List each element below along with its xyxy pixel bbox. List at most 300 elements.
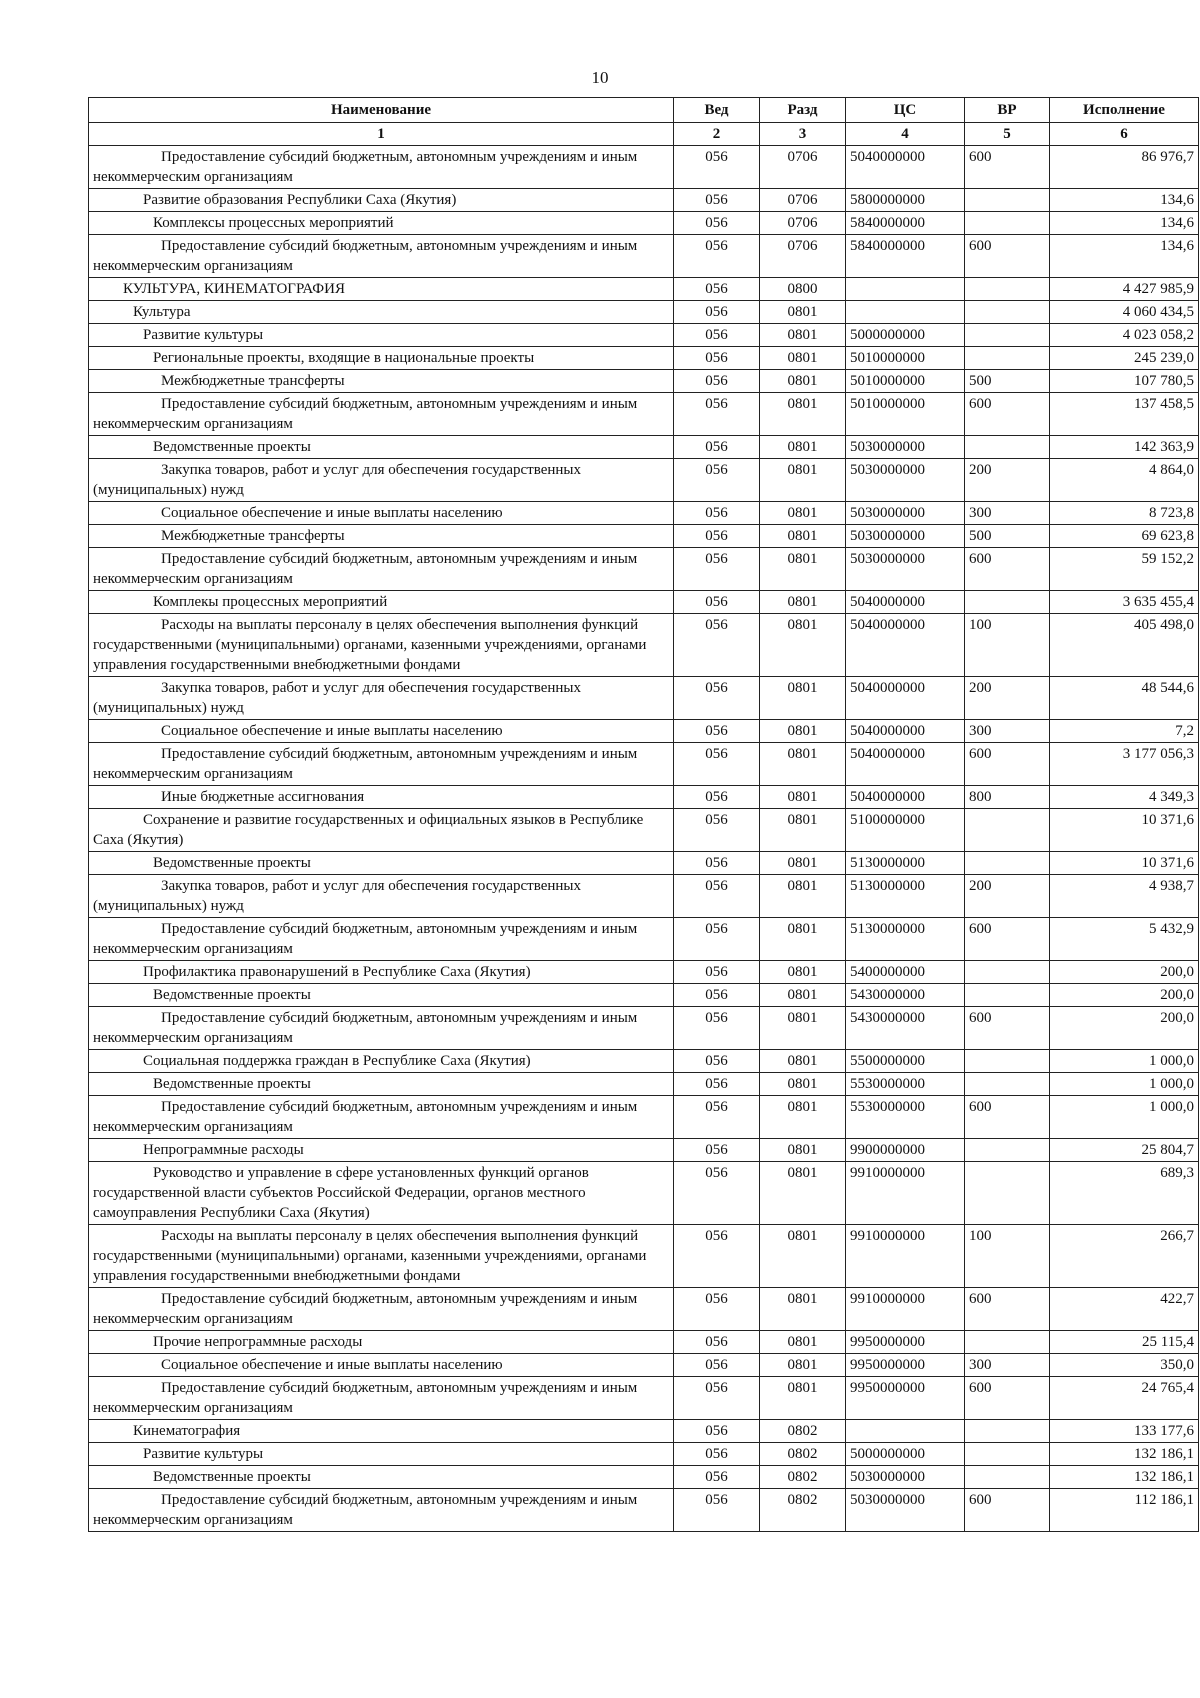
row-execution: 24 765,4 — [1050, 1377, 1199, 1420]
row-ved: 056 — [674, 1050, 760, 1073]
row-cs: 5040000000 — [846, 614, 965, 677]
table-row — [89, 189, 1199, 212]
row-cs: 5030000000 — [846, 436, 965, 459]
row-razd: 0801 — [760, 1073, 846, 1096]
row-name-cell — [89, 786, 674, 809]
row-cs — [846, 1420, 965, 1443]
row-razd: 0802 — [760, 1420, 846, 1443]
row-name-cell — [89, 1420, 674, 1443]
row-vr — [965, 436, 1050, 459]
table-row — [89, 301, 1199, 324]
row-vr — [965, 961, 1050, 984]
header-ved: Вед — [674, 98, 760, 123]
row-cs: 9950000000 — [846, 1354, 965, 1377]
row-execution: 10 371,6 — [1050, 852, 1199, 875]
table-row — [89, 1288, 1199, 1331]
row-vr: 600 — [965, 1007, 1050, 1050]
table-row — [89, 677, 1199, 720]
row-name: Закупка товаров, работ и услуг для обеспечения государственных (муниципальных) нужд — [93, 680, 582, 716]
row-execution: 142 363,9 — [1050, 436, 1199, 459]
row-cs: 5040000000 — [846, 591, 965, 614]
table-header — [89, 98, 1199, 146]
row-vr: 100 — [965, 1225, 1050, 1288]
row-vr: 300 — [965, 502, 1050, 525]
row-cs: 5500000000 — [846, 1050, 965, 1073]
row-vr — [965, 1162, 1050, 1225]
row-name-cell — [89, 677, 674, 720]
row-vr: 600 — [965, 393, 1050, 436]
row-name: Комплексы процессных мероприятий — [153, 215, 394, 231]
row-name: Развитие культуры — [143, 1446, 264, 1462]
column-number: 2 — [674, 123, 760, 146]
table-row — [89, 1007, 1199, 1050]
row-razd: 0801 — [760, 809, 846, 852]
table-row — [89, 146, 1199, 189]
row-name-cell — [89, 1050, 674, 1073]
row-name-cell — [89, 720, 674, 743]
row-cs: 9900000000 — [846, 1139, 965, 1162]
row-cs: 5430000000 — [846, 984, 965, 1007]
row-ved: 056 — [674, 235, 760, 278]
row-razd: 0800 — [760, 278, 846, 301]
row-cs: 5010000000 — [846, 370, 965, 393]
row-name-cell — [89, 436, 674, 459]
row-vr: 500 — [965, 370, 1050, 393]
row-execution: 7,2 — [1050, 720, 1199, 743]
row-cs: 9950000000 — [846, 1377, 965, 1420]
table-row — [89, 1073, 1199, 1096]
row-execution: 4 938,7 — [1050, 875, 1199, 918]
row-razd: 0801 — [760, 1354, 846, 1377]
column-number: 3 — [760, 123, 846, 146]
column-number: 1 — [89, 123, 674, 146]
row-vr — [965, 1050, 1050, 1073]
row-razd: 0801 — [760, 1377, 846, 1420]
row-razd: 0801 — [760, 301, 846, 324]
row-ved: 056 — [674, 614, 760, 677]
row-name-cell — [89, 852, 674, 875]
row-razd: 0801 — [760, 961, 846, 984]
row-execution: 3 635 455,4 — [1050, 591, 1199, 614]
column-number-row — [89, 123, 1199, 146]
table-row — [89, 720, 1199, 743]
row-name: Комплекы процессных мероприятий — [153, 594, 388, 610]
row-razd: 0801 — [760, 786, 846, 809]
row-ved: 056 — [674, 1096, 760, 1139]
row-name-cell — [89, 1377, 674, 1420]
row-ved: 056 — [674, 1354, 760, 1377]
row-name: Социальное обеспечение и иные выплаты населению — [161, 723, 503, 739]
row-razd: 0801 — [760, 1331, 846, 1354]
row-razd: 0802 — [760, 1489, 846, 1532]
row-ved: 056 — [674, 984, 760, 1007]
row-vr — [965, 809, 1050, 852]
header-vr: ВР — [965, 98, 1050, 123]
row-execution: 25 115,4 — [1050, 1331, 1199, 1354]
row-name: Предоставление субсидий бюджетным, автономным учреждениям и иным некоммерческим организациям — [93, 921, 638, 957]
row-name-cell — [89, 918, 674, 961]
row-cs: 5000000000 — [846, 324, 965, 347]
row-razd: 0801 — [760, 502, 846, 525]
table-row — [89, 1162, 1199, 1225]
table-row — [89, 786, 1199, 809]
column-number: 4 — [846, 123, 965, 146]
table-row — [89, 324, 1199, 347]
row-vr — [965, 212, 1050, 235]
row-execution: 4 023 058,2 — [1050, 324, 1199, 347]
row-execution: 112 186,1 — [1050, 1489, 1199, 1532]
row-name-cell — [89, 146, 674, 189]
row-cs: 5040000000 — [846, 786, 965, 809]
row-name: Предоставление субсидий бюджетным, автономным учреждениям и иным некоммерческим организациям — [93, 1492, 638, 1528]
row-ved: 056 — [674, 525, 760, 548]
row-execution: 3 177 056,3 — [1050, 743, 1199, 786]
row-name-cell — [89, 743, 674, 786]
row-razd: 0706 — [760, 212, 846, 235]
table-row — [89, 1225, 1199, 1288]
row-ved: 056 — [674, 347, 760, 370]
row-vr — [965, 1139, 1050, 1162]
row-name-cell — [89, 1466, 674, 1489]
row-vr: 600 — [965, 743, 1050, 786]
row-cs: 5800000000 — [846, 189, 965, 212]
row-name: Расходы на выплаты персоналу в целях обеспечения выполнения функций государственными (муниципальными) органами, казенными учреждениями, органами управления государственными внебюджетными фондами — [93, 1228, 647, 1284]
table-row — [89, 743, 1199, 786]
row-razd: 0801 — [760, 677, 846, 720]
row-cs: 5130000000 — [846, 918, 965, 961]
row-ved: 056 — [674, 720, 760, 743]
row-name: КУЛЬТУРА, КИНЕМАТОГРАФИЯ — [123, 281, 345, 297]
row-vr — [965, 1331, 1050, 1354]
row-ved: 056 — [674, 1162, 760, 1225]
row-name-cell — [89, 525, 674, 548]
row-razd: 0801 — [760, 918, 846, 961]
row-name: Социальное обеспечение и иные выплаты населению — [161, 505, 503, 521]
row-name: Региональные проекты, входящие в национальные проекты — [153, 350, 535, 366]
row-name-cell — [89, 459, 674, 502]
table-row — [89, 278, 1199, 301]
row-name: Кинематография — [133, 1423, 241, 1439]
row-execution: 134,6 — [1050, 235, 1199, 278]
table-body — [89, 146, 1199, 1532]
row-name-cell — [89, 324, 674, 347]
page-number: 10 — [591, 68, 609, 87]
row-cs: 5000000000 — [846, 1443, 965, 1466]
row-ved: 056 — [674, 1443, 760, 1466]
row-vr — [965, 301, 1050, 324]
table-row — [89, 984, 1199, 1007]
row-name-cell — [89, 809, 674, 852]
row-ved: 056 — [674, 436, 760, 459]
row-ved: 056 — [674, 301, 760, 324]
row-ved: 056 — [674, 677, 760, 720]
header-name: Наименование — [89, 98, 674, 123]
table-row — [89, 1466, 1199, 1489]
row-name: Ведомственные проекты — [153, 439, 311, 455]
row-razd: 0801 — [760, 1225, 846, 1288]
row-vr — [965, 984, 1050, 1007]
table-row — [89, 1443, 1199, 1466]
row-name: Расходы на выплаты персоналу в целях обеспечения выполнения функций государственными (муниципальными) органами, казенными учреждениями, органами управления государственными внебюджетными фондами — [93, 617, 647, 673]
row-execution: 86 976,7 — [1050, 146, 1199, 189]
row-execution: 1 000,0 — [1050, 1073, 1199, 1096]
row-razd: 0706 — [760, 189, 846, 212]
row-execution: 133 177,6 — [1050, 1420, 1199, 1443]
table-row — [89, 548, 1199, 591]
row-razd: 0801 — [760, 984, 846, 1007]
row-name-cell — [89, 961, 674, 984]
row-execution: 4 349,3 — [1050, 786, 1199, 809]
row-execution: 69 623,8 — [1050, 525, 1199, 548]
row-execution: 350,0 — [1050, 1354, 1199, 1377]
row-ved: 056 — [674, 918, 760, 961]
row-razd: 0801 — [760, 1007, 846, 1050]
row-vr — [965, 1420, 1050, 1443]
row-execution: 4 060 434,5 — [1050, 301, 1199, 324]
row-vr: 200 — [965, 459, 1050, 502]
row-cs: 5100000000 — [846, 809, 965, 852]
row-name-cell — [89, 1489, 674, 1532]
row-ved: 056 — [674, 1466, 760, 1489]
row-name: Предоставление субсидий бюджетным, автономным учреждениям и иным некоммерческим организациям — [93, 1010, 638, 1046]
row-name-cell — [89, 1162, 674, 1225]
row-execution: 132 186,1 — [1050, 1466, 1199, 1489]
table-row — [89, 1354, 1199, 1377]
column-number: 5 — [965, 123, 1050, 146]
table-row — [89, 614, 1199, 677]
row-cs: 5840000000 — [846, 235, 965, 278]
row-razd: 0801 — [760, 1139, 846, 1162]
row-ved: 056 — [674, 786, 760, 809]
row-execution: 422,7 — [1050, 1288, 1199, 1331]
row-execution: 245 239,0 — [1050, 347, 1199, 370]
row-name-cell — [89, 1443, 674, 1466]
row-name: Культура — [133, 304, 191, 320]
row-name-cell — [89, 1073, 674, 1096]
row-vr — [965, 324, 1050, 347]
row-vr: 600 — [965, 1377, 1050, 1420]
row-name-cell — [89, 235, 674, 278]
row-ved: 056 — [674, 212, 760, 235]
row-vr: 200 — [965, 677, 1050, 720]
row-ved: 056 — [674, 591, 760, 614]
table-row — [89, 961, 1199, 984]
table-row — [89, 212, 1199, 235]
row-cs: 9910000000 — [846, 1162, 965, 1225]
row-razd: 0706 — [760, 235, 846, 278]
row-vr: 600 — [965, 918, 1050, 961]
row-execution: 132 186,1 — [1050, 1443, 1199, 1466]
row-cs: 5010000000 — [846, 393, 965, 436]
row-ved: 056 — [674, 459, 760, 502]
row-cs — [846, 301, 965, 324]
row-name: Развитие культуры — [143, 327, 264, 343]
row-cs: 5010000000 — [846, 347, 965, 370]
table-row — [89, 235, 1199, 278]
table-row — [89, 875, 1199, 918]
row-ved: 056 — [674, 1288, 760, 1331]
table-row — [89, 1050, 1199, 1073]
row-name: Ведомственные проекты — [153, 987, 311, 1003]
row-name: Предоставление субсидий бюджетным, автономным учреждениям и иным некоммерческим организациям — [93, 1099, 638, 1135]
row-vr — [965, 278, 1050, 301]
row-execution: 4 864,0 — [1050, 459, 1199, 502]
row-cs: 5030000000 — [846, 525, 965, 548]
row-name-cell — [89, 1225, 674, 1288]
row-name-cell — [89, 1007, 674, 1050]
row-cs: 9950000000 — [846, 1331, 965, 1354]
table-row — [89, 347, 1199, 370]
row-name-cell — [89, 1139, 674, 1162]
row-vr — [965, 1466, 1050, 1489]
table-row — [89, 852, 1199, 875]
row-execution: 5 432,9 — [1050, 918, 1199, 961]
row-cs: 5430000000 — [846, 1007, 965, 1050]
row-name: Прочие непрограммные расходы — [153, 1334, 363, 1350]
row-cs: 5130000000 — [846, 852, 965, 875]
row-name: Непрограммные расходы — [143, 1142, 304, 1158]
row-name: Профилактика правонарушений в Республике Саха (Якутия) — [143, 964, 531, 980]
row-name-cell — [89, 1096, 674, 1139]
row-ved: 056 — [674, 370, 760, 393]
row-execution: 8 723,8 — [1050, 502, 1199, 525]
row-razd: 0801 — [760, 852, 846, 875]
row-name-cell — [89, 1331, 674, 1354]
row-vr: 600 — [965, 1288, 1050, 1331]
row-ved: 056 — [674, 278, 760, 301]
row-ved: 056 — [674, 961, 760, 984]
row-execution: 405 498,0 — [1050, 614, 1199, 677]
row-name: Иные бюджетные ассигнования — [161, 789, 365, 805]
row-cs: 5040000000 — [846, 146, 965, 189]
row-razd: 0706 — [760, 146, 846, 189]
row-execution: 48 544,6 — [1050, 677, 1199, 720]
row-name-cell — [89, 1288, 674, 1331]
row-name: Развитие образования Республики Саха (Якутия) — [143, 192, 457, 208]
row-name-cell — [89, 502, 674, 525]
table-row — [89, 502, 1199, 525]
table-row — [89, 1331, 1199, 1354]
row-ved: 056 — [674, 146, 760, 189]
row-vr: 300 — [965, 1354, 1050, 1377]
row-ved: 056 — [674, 1139, 760, 1162]
row-name-cell — [89, 347, 674, 370]
row-name: Предоставление субсидий бюджетным, автономным учреждениям и иным некоммерческим организациям — [93, 551, 638, 587]
row-razd: 0802 — [760, 1443, 846, 1466]
row-ved: 056 — [674, 1377, 760, 1420]
row-execution: 689,3 — [1050, 1162, 1199, 1225]
row-ved: 056 — [674, 1489, 760, 1532]
row-ved: 056 — [674, 393, 760, 436]
row-name-cell — [89, 370, 674, 393]
table-row — [89, 393, 1199, 436]
row-cs: 5040000000 — [846, 677, 965, 720]
row-cs: 5030000000 — [846, 459, 965, 502]
row-name: Руководство и управление в сфере установленных функций органов государственной власти субъектов Российской Федерации, органов местного самоуправления Республики Саха (Якутия) — [93, 1165, 589, 1221]
row-cs: 5040000000 — [846, 720, 965, 743]
row-name: Социальная поддержка граждан в Республике Саха (Якутия) — [143, 1053, 531, 1069]
row-ved: 056 — [674, 1073, 760, 1096]
row-ved: 056 — [674, 1420, 760, 1443]
row-vr: 600 — [965, 548, 1050, 591]
row-execution: 1 000,0 — [1050, 1096, 1199, 1139]
row-razd: 0801 — [760, 743, 846, 786]
row-cs: 5030000000 — [846, 1466, 965, 1489]
row-execution: 1 000,0 — [1050, 1050, 1199, 1073]
row-name: Социальное обеспечение и иные выплаты населению — [161, 1357, 503, 1373]
row-razd: 0801 — [760, 1096, 846, 1139]
row-cs — [846, 278, 965, 301]
row-razd: 0802 — [760, 1466, 846, 1489]
row-cs: 5040000000 — [846, 743, 965, 786]
row-execution: 137 458,5 — [1050, 393, 1199, 436]
row-cs: 5530000000 — [846, 1096, 965, 1139]
table-row — [89, 370, 1199, 393]
row-vr — [965, 347, 1050, 370]
row-cs: 9910000000 — [846, 1288, 965, 1331]
row-vr: 300 — [965, 720, 1050, 743]
row-execution: 59 152,2 — [1050, 548, 1199, 591]
row-ved: 056 — [674, 875, 760, 918]
header-razd: Разд — [760, 98, 846, 123]
row-razd: 0801 — [760, 720, 846, 743]
row-ved: 056 — [674, 548, 760, 591]
header-execution: Исполнение — [1050, 98, 1199, 123]
row-name-cell — [89, 548, 674, 591]
row-name-cell — [89, 591, 674, 614]
row-ved: 056 — [674, 852, 760, 875]
row-razd: 0801 — [760, 875, 846, 918]
row-razd: 0801 — [760, 459, 846, 502]
table-row — [89, 436, 1199, 459]
row-ved: 056 — [674, 324, 760, 347]
header-cs: ЦС — [846, 98, 965, 123]
row-vr — [965, 1073, 1050, 1096]
table-row — [89, 1377, 1199, 1420]
row-ved: 056 — [674, 1225, 760, 1288]
row-name: Предоставление субсидий бюджетным, автономным учреждениям и иным некоммерческим организациям — [93, 746, 638, 782]
row-ved: 056 — [674, 189, 760, 212]
row-razd: 0801 — [760, 1288, 846, 1331]
column-number: 6 — [1050, 123, 1199, 146]
table-row — [89, 1489, 1199, 1532]
table-row — [89, 1139, 1199, 1162]
row-razd: 0801 — [760, 393, 846, 436]
row-execution: 266,7 — [1050, 1225, 1199, 1288]
row-name: Ведомственные проекты — [153, 1076, 311, 1092]
table-row — [89, 459, 1199, 502]
row-razd: 0801 — [760, 347, 846, 370]
row-razd: 0801 — [760, 548, 846, 591]
row-ved: 056 — [674, 1331, 760, 1354]
row-vr — [965, 1443, 1050, 1466]
row-cs: 5030000000 — [846, 502, 965, 525]
row-name-cell — [89, 212, 674, 235]
row-cs: 5840000000 — [846, 212, 965, 235]
row-name-cell — [89, 189, 674, 212]
row-name: Предоставление субсидий бюджетным, автономным учреждениям и иным некоммерческим организациям — [93, 396, 638, 432]
row-execution: 4 427 985,9 — [1050, 278, 1199, 301]
row-execution: 134,6 — [1050, 189, 1199, 212]
row-cs: 9910000000 — [846, 1225, 965, 1288]
row-name: Ведомственные проекты — [153, 1469, 311, 1485]
row-vr: 600 — [965, 146, 1050, 189]
row-razd: 0801 — [760, 324, 846, 347]
row-razd: 0801 — [760, 525, 846, 548]
row-name-cell — [89, 278, 674, 301]
row-execution: 10 371,6 — [1050, 809, 1199, 852]
header-row — [89, 98, 1199, 123]
